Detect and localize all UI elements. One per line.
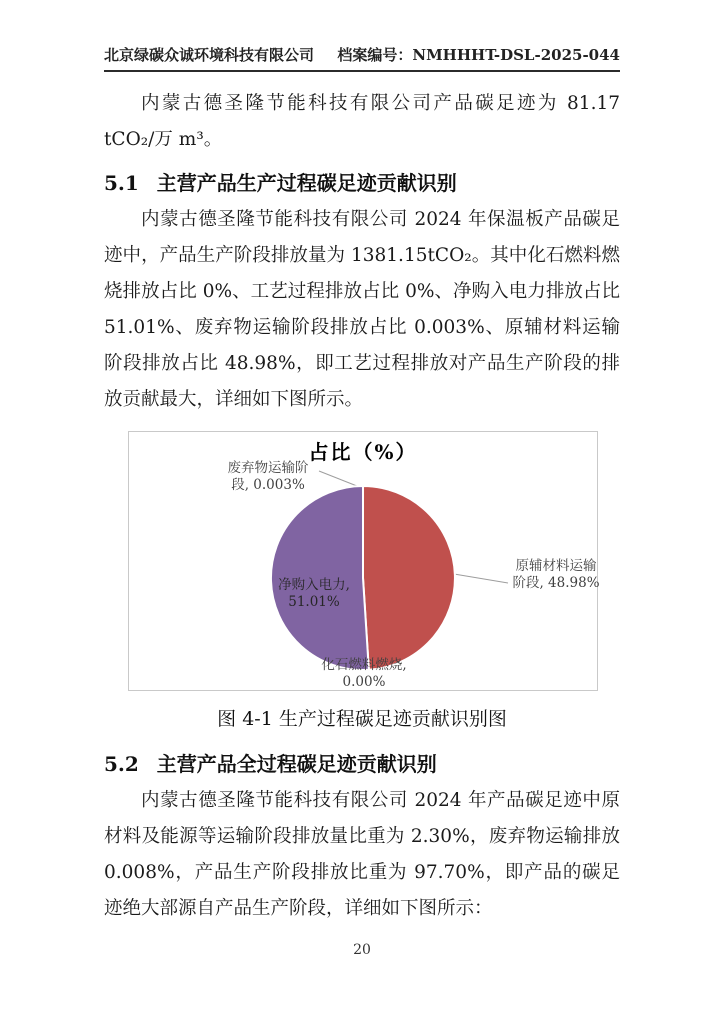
waste-transport-label-line1: 废弃物运输阶 <box>227 460 309 476</box>
pie-chart-figure <box>128 431 598 691</box>
raw-material-label-line2: 阶段, 48.98% <box>512 575 600 591</box>
section-5-2-number: 5.2 <box>104 752 139 776</box>
company-name: 北京绿碳众诚环境科技有限公司 <box>104 46 315 64</box>
file-number-value: NMHHHT-DSL-2025-044 <box>412 46 620 64</box>
figure-caption: 图 4-1 生产过程碳足迹贡献识别图 <box>217 708 507 730</box>
raw-material-label-line1: 原辅材料运输 <box>515 558 597 574</box>
purchased-electricity-label-line1: 净购入电力, <box>278 577 350 593</box>
fossil-fuel-label <box>304 657 424 691</box>
fossil-fuel-label-line2: 0.00% <box>342 674 386 690</box>
page-number: 20 <box>353 942 371 958</box>
section-5-2-title: 主营产品全过程碳足迹贡献识别 <box>156 752 437 776</box>
section-5-1-heading <box>104 166 620 200</box>
waste-transport-label <box>212 460 324 494</box>
page-content <box>104 86 620 927</box>
section-5-1-number: 5.1 <box>104 171 139 195</box>
page-header <box>104 0 620 72</box>
intro-paragraph: 内蒙古德圣隆节能科技有限公司产品碳足迹为 81.17 tCO₂/万 m³。 <box>104 93 620 150</box>
section-5-2-paragraph: 内蒙古德圣隆节能科技有限公司 2024 年产品碳足迹中原材料及能源等运输阶段排放量比重为 2.30%，废弃物运输排放 0.008%，产品生产阶段排放比重为 97.70%，即产品的碳足迹绝大部源自产品生产阶段，详细如下图所示： <box>104 790 620 919</box>
pie-slice <box>363 486 455 670</box>
purchased-electricity-label-line2: 51.01% <box>288 594 340 610</box>
section-5-1-title: 主营产品生产过程碳足迹贡献识别 <box>156 171 457 195</box>
section-5-1-paragraph: 内蒙古德圣隆节能科技有限公司 2024 年保温板产品碳足迹中，产品生产阶段排放量为 1381.15tCO₂。其中化石燃料燃烧排放占比 0%、工艺过程排放占比 0%、净购入电力排放占比 51.01%、废弃物运输阶段排放占比 0.003%、原辅材料运输阶段排放占比 48.98%，即工艺过程排放对产品生产阶段的排放贡献最大，详细如下图所示。 <box>104 209 620 410</box>
fossil-fuel-label-line1: 化石燃料燃烧, <box>321 657 407 673</box>
purchased-electricity-label <box>268 577 360 611</box>
file-number-label: 档案编号： <box>337 46 413 64</box>
raw-material-leader-line <box>454 574 508 583</box>
section-5-2-heading <box>104 747 620 781</box>
chart-title: 占比（%） <box>308 440 418 464</box>
waste-transport-label-line2: 段, 0.003% <box>231 477 305 493</box>
raw-material-label <box>510 558 602 592</box>
file-number <box>337 44 620 65</box>
